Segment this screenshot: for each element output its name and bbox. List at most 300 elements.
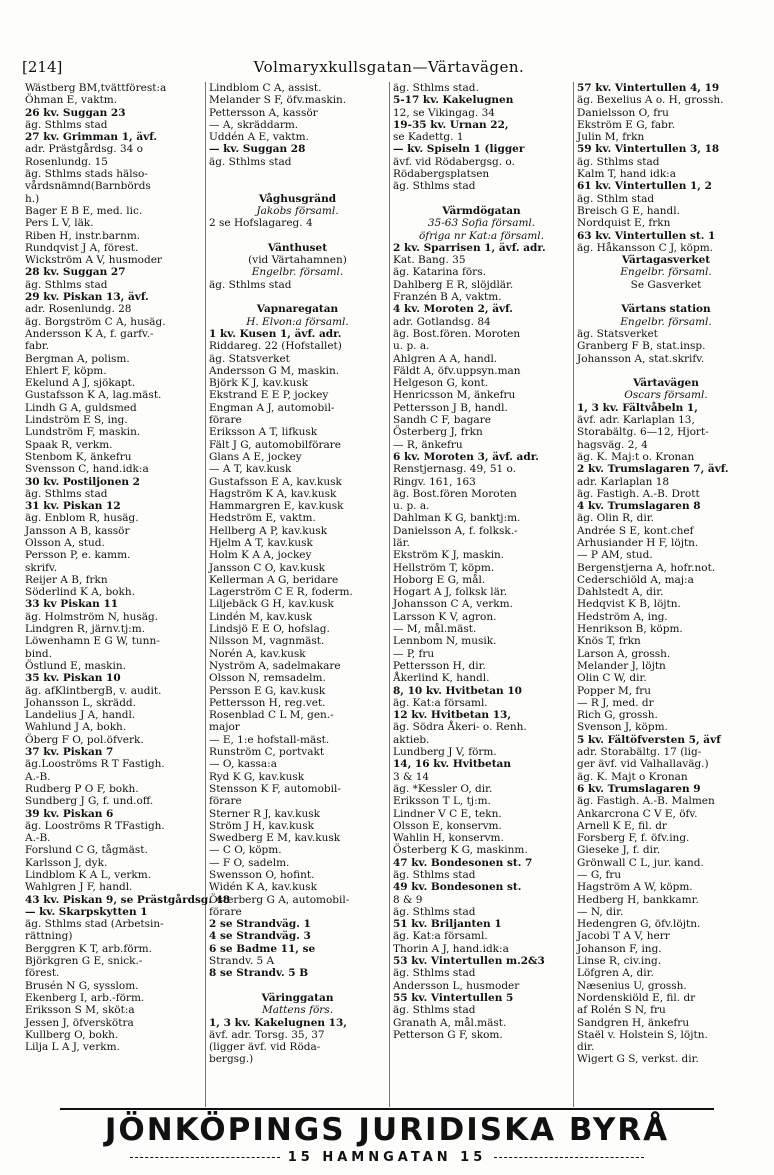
directory-line: Granberg F B, stat.insp. xyxy=(577,340,706,353)
directory-line: — M, mål.mäst. xyxy=(393,623,477,636)
directory-line: Holm K A A, jockey xyxy=(209,549,312,562)
directory-line: Henrikson B, köpm. xyxy=(577,623,683,636)
directory-line xyxy=(209,180,386,192)
directory-line: 47 kv. Bondesonen st. 7 xyxy=(393,856,533,869)
directory-line: Strandv. 5 A xyxy=(209,955,275,968)
directory-line: Riben H, instr.barnm. xyxy=(25,229,141,242)
directory-line: Forslund C G, tågmäst. xyxy=(25,844,148,857)
directory-line: adr. Prästgårdsg. 34 o xyxy=(25,143,144,156)
directory-line: u. p. a. xyxy=(393,340,430,353)
directory-line: ävf. vid Rödabergsg. o. xyxy=(393,155,515,168)
directory-line: Arnell K E, fil. dr xyxy=(577,819,667,832)
directory-line: Helgeson G, kont. xyxy=(393,377,489,390)
directory-line: Pettersson H, reg.vet. xyxy=(209,696,326,709)
directory-line: ävf. adr. Karlaplan 13, xyxy=(577,414,695,427)
directory-line: Rosenlundg. 15 xyxy=(25,155,108,168)
directory-line: 27 kv. Grimman 1, ävf. xyxy=(25,131,158,144)
directory-line: Lindsjö E E O, hofslag. xyxy=(209,623,330,636)
directory-line: — R, änkefru xyxy=(393,438,463,451)
directory-line: Dahlman K G, banktj:m. xyxy=(393,512,521,525)
directory-line: — O, kassa:a xyxy=(209,758,277,771)
directory-line: Hagström A W, köpm. xyxy=(577,881,693,894)
directory-line: 2 se Strandväg. 1 xyxy=(209,918,311,931)
directory-line: Lindström E S, ing. xyxy=(25,414,128,427)
directory-line: 5 kv. Fältöfversten 5, ävf xyxy=(577,733,721,746)
directory-line: äg. Enblom R, husäg. xyxy=(25,512,139,525)
directory-line: Olin C W, dir. xyxy=(577,672,647,685)
directory-line: se Kadettg. 1 xyxy=(393,131,464,144)
directory-line: Stensson K F, automobil- xyxy=(209,782,341,795)
directory-line: 35-63 Sofia församl. xyxy=(427,217,536,230)
directory-line: Lindblom K A L, verkm. xyxy=(25,869,152,881)
directory-line xyxy=(209,230,386,242)
directory-line: Olsson E, konservm. xyxy=(393,819,502,832)
directory-line: 35 kv. Piskan 10 xyxy=(25,672,121,685)
directory-line: — G, fru xyxy=(577,869,622,881)
directory-line: — F O, sadelm. xyxy=(209,856,290,869)
directory-line: Lagerström C E R, foderm. xyxy=(209,586,353,599)
directory-line: Lindblom C A, assist. xyxy=(209,82,322,94)
directory-line: A.-B. xyxy=(25,832,51,845)
directory-line: Granath A, mål.mäst. xyxy=(393,1016,507,1029)
directory-line: hagsväg. 2, 4 xyxy=(577,438,648,451)
directory-line: Jacobi T A V, herr xyxy=(577,930,670,943)
directory-line: Ekström E G, fabr. xyxy=(577,118,676,131)
directory-line: adr. Rosenlundg. 28 xyxy=(25,303,132,316)
directory-line: äg. Bost.fören. Moroten xyxy=(393,327,521,340)
directory-line: bind. xyxy=(25,647,52,660)
directory-line xyxy=(577,365,755,377)
directory-line: äg. Sthlms stad xyxy=(25,118,108,131)
directory-line: — A T, kav.kusk xyxy=(209,463,292,476)
directory-line: äg. Sthlms stad xyxy=(25,278,108,291)
directory-line: (vid Värtahamnen) xyxy=(248,254,347,267)
directory-line: 37 kv. Piskan 7 xyxy=(25,746,114,759)
directory-line: öfriga nr Kat:a församl. xyxy=(418,229,544,242)
directory-line: äg. Sthlm stad xyxy=(577,192,655,205)
directory-line: äg. Holmström N, husäg. xyxy=(25,610,159,623)
directory-line: 31 kv. Piskan 12 xyxy=(25,500,121,513)
directory-line: — P AM, stud. xyxy=(577,549,653,562)
directory-line: äg. Sthlms stad xyxy=(393,967,476,980)
directory-line: Ryd K G, kav.kusk xyxy=(209,770,305,783)
directory-line: Knös T, frkn xyxy=(577,635,641,648)
directory-line: Nordenskiöld E, fil. dr xyxy=(577,991,696,1004)
directory-line: 28 kv. Suggan 27 xyxy=(25,266,126,279)
directory-line: Rödabergsplatsen xyxy=(393,168,490,181)
directory-line: Larson A, grossh. xyxy=(577,647,671,660)
directory-line: 6 kv. Trumslagaren 9 xyxy=(577,782,701,795)
footer-address: 15 HAMNGATAN 15 xyxy=(0,1150,774,1165)
directory-line: Pers L V, läk. xyxy=(25,217,94,230)
directory-line: äg. Bost.fören Moroten xyxy=(393,487,517,500)
directory-line: 12 kv. Hvitbetan 13, xyxy=(393,709,511,722)
directory-line: förare xyxy=(209,795,242,808)
directory-line: adr. Karlaplan 18 xyxy=(577,475,670,488)
directory-line: äg. Statsverket xyxy=(577,327,658,340)
directory-line: 1, 3 kv. Fältvåbeln 1, xyxy=(577,401,698,414)
directory-line: Kullberg O, bokh. xyxy=(25,1028,119,1041)
directory-line: Se Gasverket xyxy=(630,278,702,291)
directory-line: Cederschiöld A, maj:a xyxy=(577,573,694,586)
directory-line: ger ävf. vid Valhallaväg.) xyxy=(577,758,709,771)
directory-line: Rosenblad C L M, gen.- xyxy=(209,709,334,722)
directory-line: 2 se Hofslagareg. 4 xyxy=(209,217,313,230)
directory-line: Bergman A, polism. xyxy=(25,352,130,365)
directory-line: Danielsson O, fru xyxy=(577,106,669,119)
directory-line: äg. Sthlms stad xyxy=(393,905,476,918)
directory-line: Lindgren R, järnv.tj:m. xyxy=(25,623,146,636)
directory-line: Staël v. Holstein S, löjtn. xyxy=(577,1028,708,1041)
directory-line: Widén K A, kav.kusk xyxy=(209,881,317,894)
directory-line: 5-17 kv. Kakelugnen xyxy=(393,94,514,107)
directory-line: 39 kv. Piskan 6 xyxy=(25,807,114,820)
directory-line: Rudberg P O F, bokh. xyxy=(25,782,139,795)
directory-line xyxy=(209,980,386,992)
directory-line: Andersson K A, f. garfv.- xyxy=(25,327,154,340)
directory-line: äg. Bexelius A o. H, grossh. xyxy=(577,94,724,107)
directory-line: Hedberg H, bankkamr. xyxy=(577,893,699,906)
directory-line: Värtavägen xyxy=(633,377,699,390)
directory-line: lär. xyxy=(393,536,410,549)
directory-line xyxy=(393,193,570,205)
directory-line: (ligger ävf. vid Röda- xyxy=(209,1041,321,1054)
directory-line: Sundberg J G, f. und.off. xyxy=(25,795,154,808)
column-4 xyxy=(574,82,758,1107)
directory-line: äg. K. Majt o Kronan xyxy=(577,770,688,783)
directory-line: Melander S F, öfv.maskin. xyxy=(209,94,347,107)
directory-line: Gieseke J, f. dir. xyxy=(577,844,661,857)
directory-line: Ekenberg I, arb.-förm. xyxy=(25,991,145,1004)
directory-line: Norén A, kav.kusk xyxy=(209,647,306,660)
directory-line: Persson P, e. kamm. xyxy=(25,549,131,562)
directory-line: Vänthuset xyxy=(267,241,328,254)
directory-line: Riddareg. 22 (Hofstallet) xyxy=(209,340,342,353)
directory-line: dir. xyxy=(577,1041,595,1054)
directory-line: Eriksson A T, lifkusk xyxy=(209,426,318,439)
directory-line: 55 kv. Vintertullen 5 xyxy=(393,991,514,1004)
directory-line: Sandgren H, änkefru xyxy=(577,1016,690,1029)
directory-line: Mattens förs. xyxy=(261,1004,334,1017)
directory-line: 12, se Vikingag. 34 xyxy=(393,106,495,119)
directory-line: 29 kv. Piskan 13, ävf. xyxy=(25,291,149,304)
directory-line: Pettersson J B, handl. xyxy=(393,401,508,414)
directory-line: h.) xyxy=(25,192,40,205)
directory-line: Ankarcrona C V E, öfv. xyxy=(577,807,698,820)
directory-line: äg. afKlintbergB, v. audit. xyxy=(25,684,162,697)
directory-line: äg. Sthlms stad xyxy=(209,155,292,168)
directory-line: Lilja L A J, verkm. xyxy=(25,1041,120,1054)
directory-line: förare xyxy=(209,414,242,427)
column-2 xyxy=(206,82,390,1107)
directory-line: adr. Gotlandsg. 84 xyxy=(393,315,491,328)
directory-line: H. Elvon:a församl. xyxy=(246,315,349,328)
directory-line: Spaak R, verkm. xyxy=(25,438,113,451)
directory-line: Ahlgren A A, handl. xyxy=(393,352,498,365)
directory-line: Berggren K T, arb.förm. xyxy=(25,942,152,955)
directory-line: Lindh G A, guldsmed xyxy=(25,401,137,414)
directory-line: Bergenstjerna A, hofr.not. xyxy=(577,561,716,574)
directory-line: Glans A E, jockey xyxy=(209,450,302,463)
directory-line: Eriksson T L, tj:m. xyxy=(393,795,491,808)
directory-line: 1, 3 kv. Kakelugnen 13, xyxy=(209,1016,347,1029)
directory-line: Franzén B A, vaktm. xyxy=(393,291,502,304)
directory-line: 4 kv. Moroten 2, ävf. xyxy=(393,303,513,316)
page-number: [214] xyxy=(22,58,63,76)
directory-line: Pettersson H, dir. xyxy=(393,659,486,672)
directory-line: Johanson F, ing. xyxy=(577,942,662,955)
directory-line: Nyström A, sadelmakare xyxy=(209,659,341,672)
directory-line: Grönwall C L, jur. kand. xyxy=(577,856,704,869)
directory-line: äg. Sthlms stads hälso- xyxy=(25,168,148,181)
directory-line: äg. Sthlms stad xyxy=(577,155,660,168)
directory-line: Svenson J, köpm. xyxy=(577,721,668,734)
directory-line: Fäldt A, öfv.uppsyn.man xyxy=(393,364,521,377)
footer-brand: JÖNKÖPINGS JURIDISKA BYRÅ xyxy=(104,1112,670,1148)
directory-line: Österberg G A, automobil- xyxy=(209,893,350,906)
directory-line: äg. Sthlms stad xyxy=(393,1004,476,1017)
directory-line: Wahlund J A, bokh. xyxy=(25,721,127,734)
directory-line: Dahlstedt A, dir. xyxy=(577,586,664,599)
directory-line: Karlsson J, dyk. xyxy=(25,856,108,869)
directory-line: Gustafsson E A, kav.kusk xyxy=(209,475,342,488)
directory-line: Ekstrand E E P, jockey xyxy=(209,389,329,402)
directory-line: äg. Looströms R TFastigh. xyxy=(25,819,165,832)
directory-line: äg. Södra Åkeri- o. Renh. xyxy=(393,721,527,734)
page-header xyxy=(22,58,756,80)
column-3 xyxy=(390,82,574,1107)
directory-line: Värtagasverket xyxy=(621,254,711,267)
directory-line: Oscars församl. xyxy=(624,389,708,402)
directory-line: äg. Sthlms stad xyxy=(25,487,108,500)
directory-line: Hedengren G, öfv.löjtn. xyxy=(577,918,701,931)
directory-line: Andrée S E, kont.chef xyxy=(577,524,694,537)
directory-line: Fält J G, automobilförare xyxy=(209,438,341,451)
directory-line: Östlund E, maskin. xyxy=(25,659,126,672)
columns xyxy=(22,82,758,1107)
directory-line: A.-B. xyxy=(25,770,51,783)
directory-line: Engman A J, automobil- xyxy=(209,401,335,414)
directory-line: 61 kv. Vintertullen 1, 2 xyxy=(577,180,712,193)
directory-line: Hellberg A P, kav.kusk xyxy=(209,524,328,537)
directory-line: 1 kv. Kusen 1, ävf. adr. xyxy=(209,327,342,340)
directory-line: äg. *Kessler O, dir. xyxy=(393,782,493,795)
directory-line: äg. Sthlms stad xyxy=(209,278,292,291)
directory-line: Värmdögatan xyxy=(442,204,521,217)
footer-rule xyxy=(60,1108,714,1110)
directory-line: Jakobs församl. xyxy=(256,204,339,217)
directory-line: Storabältg. 6—12, Hjort- xyxy=(577,426,709,439)
directory-line: 63 kv. Vintertullen st. 1 xyxy=(577,229,716,242)
directory-line: Sterner R J, kav.kusk xyxy=(209,807,321,820)
directory-line: Gustafsson K A, lag.mäst. xyxy=(25,389,162,402)
directory-line: Väringgatan xyxy=(261,991,334,1004)
directory-line: Engelbr. församl. xyxy=(620,315,712,328)
directory-line: Pettersson A, kassör xyxy=(209,106,318,119)
directory-line: Forsberg F, f. öfv.ing. xyxy=(577,832,690,845)
directory-line: Öberg F O, pol.öfverk. xyxy=(25,733,144,746)
directory-line: Löfgren A, dir. xyxy=(577,967,654,980)
directory-line: Våghusgränd xyxy=(258,192,337,205)
directory-line: äg. Håkansson C J, köpm. xyxy=(577,241,713,254)
directory-line: äg. Kat:a församl. xyxy=(393,696,488,709)
directory-line: Hoborg E G, mål. xyxy=(393,573,486,586)
directory-line: vårdsnämnd(Barnbörds xyxy=(25,180,151,193)
directory-line: Nordquist E, frkn xyxy=(577,217,671,230)
directory-line: u. p. a. xyxy=(393,500,430,513)
directory-line: Larsson K V, agron. xyxy=(393,610,497,623)
page-title: Volmaryxkullsgatan—Värtavägen. xyxy=(253,58,525,76)
directory-line: bergsg.) xyxy=(209,1053,254,1066)
directory-line: Danielsson A, f. folksk.- xyxy=(393,524,518,537)
directory-line: Wästberg BM,tvättförest:a xyxy=(25,82,167,94)
directory-line: äg. K. Maj:t o. Kronan xyxy=(577,450,695,463)
directory-line: Liljebäck G H, kav.kusk xyxy=(209,598,334,611)
directory-line: Kat. Bang. 35 xyxy=(393,254,466,267)
directory-line: Persson E G, kav.kusk xyxy=(209,684,326,697)
directory-line: Hammargren E, kav.kusk xyxy=(209,500,344,513)
directory-line: Thorin A J, hand.idk:a xyxy=(393,942,509,955)
directory-line: Kalm T, hand idk:a xyxy=(577,168,676,181)
directory-line: Öhman E, vaktm. xyxy=(25,94,118,107)
directory-line: Ekelund A J, sjökapt. xyxy=(25,377,136,390)
directory-line: 3 & 14 xyxy=(393,770,430,783)
directory-line: adr. Storabältg. 17 (lig- xyxy=(577,746,702,759)
directory-line: Breisch G E, handl. xyxy=(577,204,680,217)
directory-line: Björk K J, kav.kusk xyxy=(209,377,308,390)
directory-line: Kellerman A G, beridare xyxy=(209,573,339,586)
directory-line: Lundström F, maskin. xyxy=(25,426,141,439)
directory-line: äg. Kat:a församl. xyxy=(393,930,488,943)
directory-line: Olsson A, stud. xyxy=(25,536,105,549)
directory-line: Svensson C, hand.idk:a xyxy=(25,463,149,476)
directory-line: Österberg J, frkn xyxy=(393,426,483,439)
directory-line: Ringv. 161, 163 xyxy=(393,475,476,488)
directory-line: Dahlberg E R, slöjdlär. xyxy=(393,278,514,291)
directory-line: 2 kv. Sparrisen 1, ävf. adr. xyxy=(393,241,546,254)
directory-line: 57 kv. Vintertullen 4, 19 xyxy=(577,82,720,94)
directory-line: Hagström K A, kav.kusk xyxy=(209,487,337,500)
directory-line: äg. Fastigh. A.-B. Drott xyxy=(577,487,700,500)
directory-line xyxy=(209,291,386,303)
directory-line: äg. Sthlms stad xyxy=(393,869,476,881)
directory-line: 49 kv. Bondesonen st. xyxy=(393,881,522,894)
directory-line: 51 kv. Briljanten 1 xyxy=(393,918,502,931)
directory-line: Hedström A, ing. xyxy=(577,610,668,623)
directory-line: 33 kv Piskan 11 xyxy=(25,598,119,611)
directory-line: Runström C, portvakt xyxy=(209,746,325,759)
directory-line xyxy=(577,291,755,303)
directory-line: Rundqvist J A, förest. xyxy=(25,241,139,254)
directory-line: Hedström E, vaktm. xyxy=(209,512,316,525)
directory-line: 26 kv. Suggan 23 xyxy=(25,106,126,119)
directory-line: 8, 10 kv. Hvitbetan 10 xyxy=(393,684,522,697)
directory-line: Värtans station xyxy=(621,303,711,316)
directory-line: Linse R, civ.ing. xyxy=(577,955,662,968)
directory-line: Johansson C A, verkm. xyxy=(393,598,513,611)
directory-line xyxy=(209,168,386,180)
directory-line: Ekström K J, maskin. xyxy=(393,549,505,562)
directory-line: Petterson G F, skom. xyxy=(393,1028,503,1041)
directory-line: Löwenhamn E G W, tunn- xyxy=(25,635,160,648)
directory-line: Johansson L, skrädd. xyxy=(25,696,136,709)
directory-line: Uddén A E, vaktm. xyxy=(209,131,309,144)
directory-line: Henricsson M, änkefru xyxy=(393,389,516,402)
directory-line: Lundberg J V, förm. xyxy=(393,746,497,759)
directory-line: — C O, köpm. xyxy=(209,844,282,857)
directory-line: — kv. Spiseln 1 (ligger xyxy=(393,143,525,156)
directory-line: Olsson N, remsadelm. xyxy=(209,672,326,685)
directory-line: — kv. Suggan 28 xyxy=(209,143,306,156)
directory-line: Lennbom N, musik. xyxy=(393,635,497,648)
directory-line: Lindner V C E, tekn. xyxy=(393,807,502,820)
directory-line: 2 kv. Trumslagaren 7, ävf. xyxy=(577,463,729,476)
directory-line: aktieb. xyxy=(393,733,430,746)
directory-line: Lindén M, kav.kusk xyxy=(209,610,313,623)
directory-line: Hjelm A T, kav.kusk xyxy=(209,536,313,549)
directory-line: rättning) xyxy=(25,930,73,943)
directory-line: Wigert G S, verkst. dir. xyxy=(577,1053,699,1066)
directory-line: äg.Looströms R T Fastigh. xyxy=(25,758,165,771)
directory-line: Jansson A B, kassör xyxy=(25,524,130,537)
directory-line: Arhusiander H F, löjtn. xyxy=(577,536,699,549)
directory-line: äg. Statsverket xyxy=(209,352,290,365)
directory-line: Andersson L, husmoder xyxy=(393,979,520,992)
directory-line: Ström J H, kav.kusk xyxy=(209,819,314,832)
directory-line: äg. Sthlms stad. xyxy=(393,82,479,94)
directory-line: Nilsson M, vagnmäst. xyxy=(209,635,325,648)
directory-line: 19-35 kv. Urnan 22, xyxy=(393,118,509,131)
directory-line: Hogart A J, folksk lär. xyxy=(393,586,508,599)
directory-line: Ehlert F, köpm. xyxy=(25,364,107,377)
directory-line: Sandh C F, bagare xyxy=(393,414,491,427)
directory-line: major xyxy=(209,721,240,734)
directory-line: 8 se Strandv. 5 B xyxy=(209,967,309,980)
directory-line: 30 kv. Postiljonen 2 xyxy=(25,475,140,488)
directory-line: äg. Olin R, dir. xyxy=(577,512,654,525)
directory-line: ävf. adr. Torsg. 35, 37 xyxy=(209,1028,325,1041)
directory-line: Vapnaregatan xyxy=(256,303,339,316)
directory-line: Reijer A B, frkn xyxy=(25,573,108,586)
directory-line: Wickström A V, husmoder xyxy=(25,254,162,267)
directory-line: Björkgren G E, snick.- xyxy=(25,955,143,968)
directory-line: Engelbr. församl. xyxy=(251,266,344,279)
directory-line: Wahlin H, konservm. xyxy=(393,832,504,845)
directory-line: af Rolén S N, fru xyxy=(577,1004,666,1017)
directory-line: Engelbr. församl. xyxy=(620,266,712,279)
directory-line: Hedqvist K B, löjtn. xyxy=(577,598,681,611)
directory-line: äg. Katarina förs. xyxy=(393,266,486,279)
directory-line: — N, dir. xyxy=(577,905,624,918)
directory-line: Bager E B E, med. lic. xyxy=(25,204,143,217)
directory-line: 4 kv. Trumslagaren 8 xyxy=(577,500,701,513)
directory-line: — R J, med. dr xyxy=(577,696,654,709)
directory-line: Jansson C O, kav.kusk xyxy=(209,561,325,574)
directory-line: — E, 1:e hofstall-mäst. xyxy=(209,733,330,746)
directory-line: förest. xyxy=(25,967,60,980)
directory-line: Rich G, grossh. xyxy=(577,709,658,722)
directory-line: Popper M, fru xyxy=(577,684,652,697)
directory-line: Hellström T, köpm. xyxy=(393,561,495,574)
directory-line: 53 kv. Vintertullen m.2&3 xyxy=(393,955,545,968)
directory-line: Söderlind K A, bokh. xyxy=(25,586,135,599)
directory-line: äg. Sthlms stad xyxy=(393,180,476,193)
directory-line: fabr. xyxy=(25,340,50,353)
directory-line: Eriksson S M, sköt:a xyxy=(25,1004,135,1017)
directory-line: 14, 16 kv. Hvitbetan xyxy=(393,758,511,771)
directory-line: Swedberg E M, kav.kusk xyxy=(209,832,341,845)
directory-line: äg. Sthlms stad (Arbetsin- xyxy=(25,918,164,931)
